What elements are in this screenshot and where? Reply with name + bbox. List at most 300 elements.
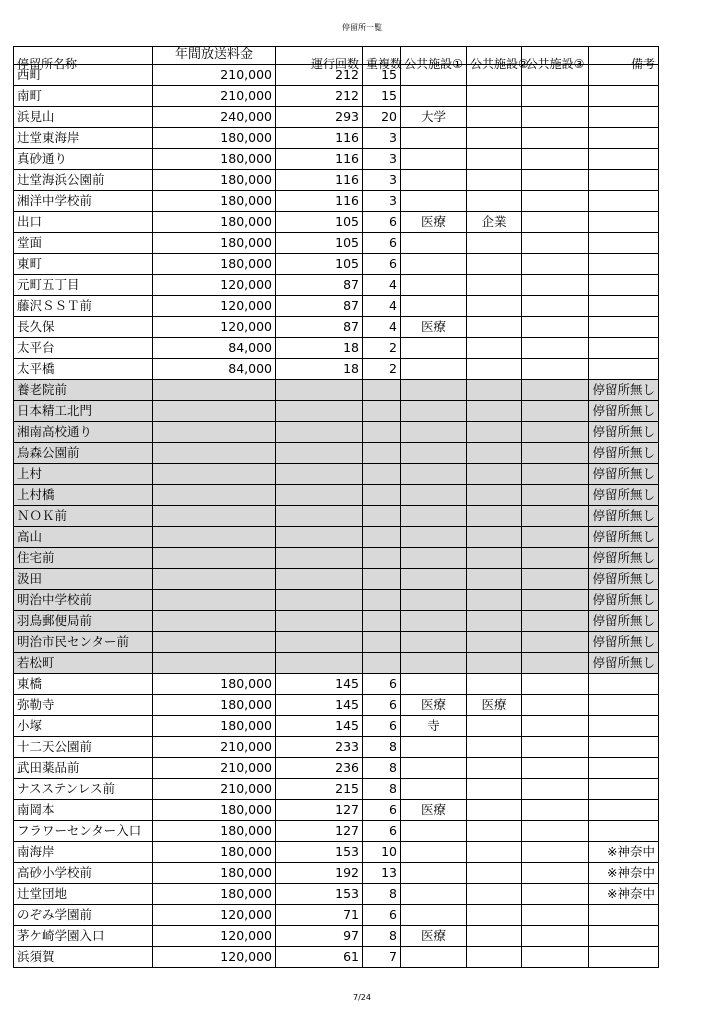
table-cell: 180,000: [153, 695, 276, 716]
table-cell: [276, 506, 363, 527]
table-cell: 153: [276, 884, 363, 905]
table-cell: [153, 569, 276, 590]
table-cell: 120,000: [153, 905, 276, 926]
table-cell: [589, 359, 659, 380]
table-cell: [467, 149, 522, 170]
table-cell: [522, 275, 589, 296]
table-cell: 6: [363, 821, 401, 842]
table-cell: [467, 191, 522, 212]
table-cell: 藤沢ＳＳＴ前: [14, 296, 153, 317]
table-cell: 180,000: [153, 233, 276, 254]
table-row: [14, 422, 659, 443]
table-cell: [522, 548, 589, 569]
table-cell: 住宅前: [14, 548, 153, 569]
table-cell: 停留所無し: [589, 527, 659, 548]
table-cell: 辻堂東海岸: [14, 128, 153, 149]
table-cell: 出口: [14, 212, 153, 233]
table-row: [14, 191, 659, 212]
table-cell: フラワーセンター入口: [14, 821, 153, 842]
table-cell: 茅ケ崎学園入口: [14, 926, 153, 947]
table-cell: [363, 485, 401, 506]
table-cell: [522, 905, 589, 926]
table-cell: [467, 947, 522, 968]
table-cell: [589, 821, 659, 842]
table-cell: [522, 947, 589, 968]
table-cell: 明治中学校前: [14, 590, 153, 611]
table-cell: 停留所無し: [589, 548, 659, 569]
table-cell: [467, 905, 522, 926]
table-cell: 停留所無し: [589, 401, 659, 422]
table-cell: 医療: [401, 800, 467, 821]
table-cell: 236: [276, 758, 363, 779]
table-cell: 210,000: [153, 737, 276, 758]
table-cell: [467, 737, 522, 758]
table-cell: [589, 170, 659, 191]
table-cell: [401, 86, 467, 107]
table-row: [14, 779, 659, 800]
table-cell: 6: [363, 695, 401, 716]
table-cell: [467, 653, 522, 674]
table-row: [14, 863, 659, 884]
table-cell: [589, 905, 659, 926]
table-cell: [363, 590, 401, 611]
table-cell: [401, 821, 467, 842]
table-cell: [401, 191, 467, 212]
table-cell: [522, 611, 589, 632]
table-cell: [522, 401, 589, 422]
table-cell: 2: [363, 359, 401, 380]
table-cell: 3: [363, 170, 401, 191]
table-cell: [522, 800, 589, 821]
table-cell: 8: [363, 884, 401, 905]
table-row: [14, 506, 659, 527]
table-cell: [467, 380, 522, 401]
table-cell: ※神奈中: [589, 884, 659, 905]
table-row: [14, 800, 659, 821]
table-row: [14, 338, 659, 359]
table-cell: 127: [276, 800, 363, 821]
table-row: [14, 170, 659, 191]
table-cell: 3: [363, 128, 401, 149]
table-cell: [153, 527, 276, 548]
table-row: [14, 653, 659, 674]
table-cell: [522, 359, 589, 380]
table-row: [14, 128, 659, 149]
table-row: [14, 611, 659, 632]
table-cell: [276, 527, 363, 548]
table-cell: [153, 464, 276, 485]
table-cell: 87: [276, 317, 363, 338]
table-cell: 116: [276, 170, 363, 191]
table-cell: 浜見山: [14, 107, 153, 128]
table-cell: [467, 254, 522, 275]
table-cell: [467, 716, 522, 737]
table-row: [14, 842, 659, 863]
table-cell: 武田薬品前: [14, 758, 153, 779]
table-cell: [589, 191, 659, 212]
table-cell: [401, 128, 467, 149]
table-row: [14, 86, 659, 107]
table-cell: [401, 464, 467, 485]
table-cell: 6: [363, 233, 401, 254]
table-cell: [522, 296, 589, 317]
table-cell: [522, 737, 589, 758]
page-number: 7/24: [353, 993, 371, 1002]
header-cell: 公共施設③: [522, 47, 589, 65]
header-cell: 重複数: [363, 47, 401, 65]
table-cell: 180,000: [153, 800, 276, 821]
table-cell: [467, 842, 522, 863]
table-cell: ※神奈中: [589, 842, 659, 863]
header-cell: 停留所名称: [14, 47, 153, 65]
table-cell: 南町: [14, 86, 153, 107]
table-cell: 15: [363, 86, 401, 107]
table-cell: [467, 359, 522, 380]
table-cell: [522, 884, 589, 905]
table-cell: 240,000: [153, 107, 276, 128]
table-cell: 8: [363, 737, 401, 758]
table-cell: 233: [276, 737, 363, 758]
table-cell: 明治市民センター前: [14, 632, 153, 653]
table-cell: 医療: [401, 926, 467, 947]
table-cell: 20: [363, 107, 401, 128]
table-cell: 6: [363, 905, 401, 926]
table-cell: [363, 443, 401, 464]
table-cell: [522, 695, 589, 716]
table-cell: 停留所無し: [589, 569, 659, 590]
table-cell: 180,000: [153, 716, 276, 737]
table-row: [14, 233, 659, 254]
table-cell: 辻堂団地: [14, 884, 153, 905]
table-cell: [467, 506, 522, 527]
table-cell: 120,000: [153, 926, 276, 947]
table-cell: 71: [276, 905, 363, 926]
table-row: [14, 527, 659, 548]
table-cell: [467, 527, 522, 548]
table-cell: [276, 611, 363, 632]
table-cell: [522, 569, 589, 590]
table-cell: [363, 653, 401, 674]
table-cell: [522, 443, 589, 464]
table-cell: [401, 254, 467, 275]
table-cell: 116: [276, 149, 363, 170]
table-cell: [589, 926, 659, 947]
table-row: [14, 695, 659, 716]
table-cell: 烏森公園前: [14, 443, 153, 464]
table-cell: [363, 527, 401, 548]
table-row: [14, 947, 659, 968]
table-cell: [467, 569, 522, 590]
table-cell: [401, 569, 467, 590]
table-cell: [522, 674, 589, 695]
table-cell: [467, 275, 522, 296]
table-cell: 寺: [401, 716, 467, 737]
table-cell: 長久保: [14, 317, 153, 338]
table-row: [14, 317, 659, 338]
table-cell: [401, 674, 467, 695]
table-cell: 3: [363, 191, 401, 212]
table-cell: [153, 590, 276, 611]
table-cell: 6: [363, 254, 401, 275]
table-cell: [401, 506, 467, 527]
table-cell: 180,000: [153, 863, 276, 884]
table-cell: 18: [276, 338, 363, 359]
table-cell: [401, 947, 467, 968]
table-cell: 停留所無し: [589, 506, 659, 527]
header-cell: 運行回数: [276, 47, 363, 65]
table-row: [14, 737, 659, 758]
table-cell: ※神奈中: [589, 863, 659, 884]
table-cell: [589, 758, 659, 779]
table-cell: [467, 422, 522, 443]
table-cell: [401, 380, 467, 401]
table-cell: 3: [363, 149, 401, 170]
table-cell: [363, 401, 401, 422]
table-cell: [467, 800, 522, 821]
table-cell: [522, 212, 589, 233]
table-cell: 8: [363, 758, 401, 779]
table-cell: [467, 128, 522, 149]
table-cell: [522, 653, 589, 674]
table-cell: 高山: [14, 527, 153, 548]
table-cell: [522, 758, 589, 779]
table-cell: [522, 632, 589, 653]
table-cell: [467, 611, 522, 632]
table-cell: [401, 758, 467, 779]
table-cell: [153, 506, 276, 527]
table-cell: 84,000: [153, 338, 276, 359]
table-cell: [467, 674, 522, 695]
header-cell: 年間放送料金: [153, 47, 276, 65]
table-cell: 116: [276, 128, 363, 149]
table-cell: 105: [276, 254, 363, 275]
table-cell: 企業: [467, 212, 522, 233]
table-row: [14, 569, 659, 590]
table-cell: 湘南高校通り: [14, 422, 153, 443]
table-cell: [467, 548, 522, 569]
table-cell: 南海岸: [14, 842, 153, 863]
table-cell: 192: [276, 863, 363, 884]
table-cell: 医療: [401, 317, 467, 338]
table-row: [14, 149, 659, 170]
table-row: [14, 758, 659, 779]
table-cell: 180,000: [153, 842, 276, 863]
table-cell: 高砂小学校前: [14, 863, 153, 884]
table-cell: ナスステンレス前: [14, 779, 153, 800]
table-cell: 180,000: [153, 821, 276, 842]
table-cell: [589, 716, 659, 737]
table-cell: [401, 275, 467, 296]
table-row: [14, 548, 659, 569]
table-cell: [589, 338, 659, 359]
table-cell: [522, 380, 589, 401]
header-cell: 公共施設①: [401, 47, 467, 65]
table-header-row: [14, 47, 659, 65]
table-cell: 116: [276, 191, 363, 212]
header-cell: 公共施設②: [467, 47, 522, 65]
table-cell: [363, 380, 401, 401]
table-row: [14, 485, 659, 506]
table-cell: 180,000: [153, 254, 276, 275]
table-cell: 120,000: [153, 947, 276, 968]
table-cell: [153, 632, 276, 653]
table-row: [14, 674, 659, 695]
table-cell: [401, 863, 467, 884]
table-cell: 120,000: [153, 296, 276, 317]
table-cell: [363, 506, 401, 527]
table-row: [14, 401, 659, 422]
table-row: [14, 296, 659, 317]
table-cell: 13: [363, 863, 401, 884]
table-cell: [363, 569, 401, 590]
table-cell: 212: [276, 86, 363, 107]
table-cell: [467, 590, 522, 611]
table-cell: [467, 443, 522, 464]
table-cell: 十二天公園前: [14, 737, 153, 758]
table-cell: 180,000: [153, 170, 276, 191]
table-cell: 293: [276, 107, 363, 128]
table-cell: 210,000: [153, 758, 276, 779]
table-cell: 10: [363, 842, 401, 863]
table-cell: [467, 107, 522, 128]
table-cell: 東橋: [14, 674, 153, 695]
table-cell: 145: [276, 674, 363, 695]
table-row: [14, 254, 659, 275]
table-cell: 浜須賀: [14, 947, 153, 968]
table-cell: [467, 296, 522, 317]
table-cell: [589, 128, 659, 149]
table-cell: [401, 611, 467, 632]
table-cell: 停留所無し: [589, 380, 659, 401]
table-cell: 小塚: [14, 716, 153, 737]
table-cell: [401, 737, 467, 758]
table-cell: [467, 170, 522, 191]
table-cell: [467, 632, 522, 653]
table-cell: [276, 485, 363, 506]
table-cell: 84,000: [153, 359, 276, 380]
table-cell: [467, 485, 522, 506]
table-cell: [522, 527, 589, 548]
table-cell: 停留所無し: [589, 464, 659, 485]
table-cell: 6: [363, 212, 401, 233]
table-cell: 97: [276, 926, 363, 947]
table-cell: 7: [363, 947, 401, 968]
table-cell: [467, 758, 522, 779]
table-cell: 180,000: [153, 212, 276, 233]
table-cell: [589, 779, 659, 800]
table-cell: 堂面: [14, 233, 153, 254]
table-cell: [401, 779, 467, 800]
table-cell: [401, 359, 467, 380]
table-cell: [589, 800, 659, 821]
table-cell: [467, 233, 522, 254]
table-cell: 210,000: [153, 65, 276, 86]
table-cell: [276, 548, 363, 569]
table-cell: 弥勒寺: [14, 695, 153, 716]
table-cell: [401, 170, 467, 191]
table-cell: [589, 296, 659, 317]
table-cell: 105: [276, 233, 363, 254]
table-cell: [522, 254, 589, 275]
table-cell: 215: [276, 779, 363, 800]
table-cell: のぞみ学園前: [14, 905, 153, 926]
table-cell: [467, 86, 522, 107]
table-cell: ＮＯＫ前: [14, 506, 153, 527]
table-cell: 大学: [401, 107, 467, 128]
table-cell: [522, 590, 589, 611]
table-cell: [522, 842, 589, 863]
table-cell: [467, 863, 522, 884]
table-cell: 太平橋: [14, 359, 153, 380]
table-cell: [401, 401, 467, 422]
table-cell: [363, 548, 401, 569]
table-cell: [401, 233, 467, 254]
table-cell: 辻堂海浜公園前: [14, 170, 153, 191]
table-cell: [276, 380, 363, 401]
table-cell: [276, 422, 363, 443]
table-row: [14, 107, 659, 128]
table-cell: 元町五丁目: [14, 275, 153, 296]
table-cell: [522, 863, 589, 884]
table-cell: [401, 548, 467, 569]
table-cell: 8: [363, 926, 401, 947]
table-cell: 若松町: [14, 653, 153, 674]
table-cell: 105: [276, 212, 363, 233]
table-cell: 停留所無し: [589, 422, 659, 443]
table-cell: [522, 233, 589, 254]
table-cell: [467, 338, 522, 359]
table-row: [14, 359, 659, 380]
header-cell: 備考: [589, 47, 659, 65]
table-cell: 18: [276, 359, 363, 380]
table-cell: 東町: [14, 254, 153, 275]
table-cell: [153, 611, 276, 632]
table-cell: [153, 443, 276, 464]
table-cell: 停留所無し: [589, 485, 659, 506]
table-cell: [467, 464, 522, 485]
table-cell: [401, 590, 467, 611]
table-cell: [522, 107, 589, 128]
table-cell: 145: [276, 716, 363, 737]
table-cell: [467, 821, 522, 842]
table-cell: [401, 149, 467, 170]
table-cell: [522, 926, 589, 947]
table-cell: 127: [276, 821, 363, 842]
table-cell: 87: [276, 275, 363, 296]
table-cell: 汲田: [14, 569, 153, 590]
table-cell: [153, 548, 276, 569]
table-cell: [589, 317, 659, 338]
table-cell: [401, 842, 467, 863]
table-cell: [589, 275, 659, 296]
table-cell: [522, 191, 589, 212]
table-cell: [363, 632, 401, 653]
table-cell: [276, 632, 363, 653]
table-cell: [589, 737, 659, 758]
table-row: [14, 821, 659, 842]
table-cell: [401, 422, 467, 443]
table-cell: 2: [363, 338, 401, 359]
table-cell: [401, 905, 467, 926]
table-cell: [276, 464, 363, 485]
table-cell: [401, 296, 467, 317]
table-cell: 養老院前: [14, 380, 153, 401]
table-cell: [467, 884, 522, 905]
table-row: [14, 590, 659, 611]
table-cell: [401, 443, 467, 464]
table-cell: [153, 380, 276, 401]
table-cell: [153, 485, 276, 506]
